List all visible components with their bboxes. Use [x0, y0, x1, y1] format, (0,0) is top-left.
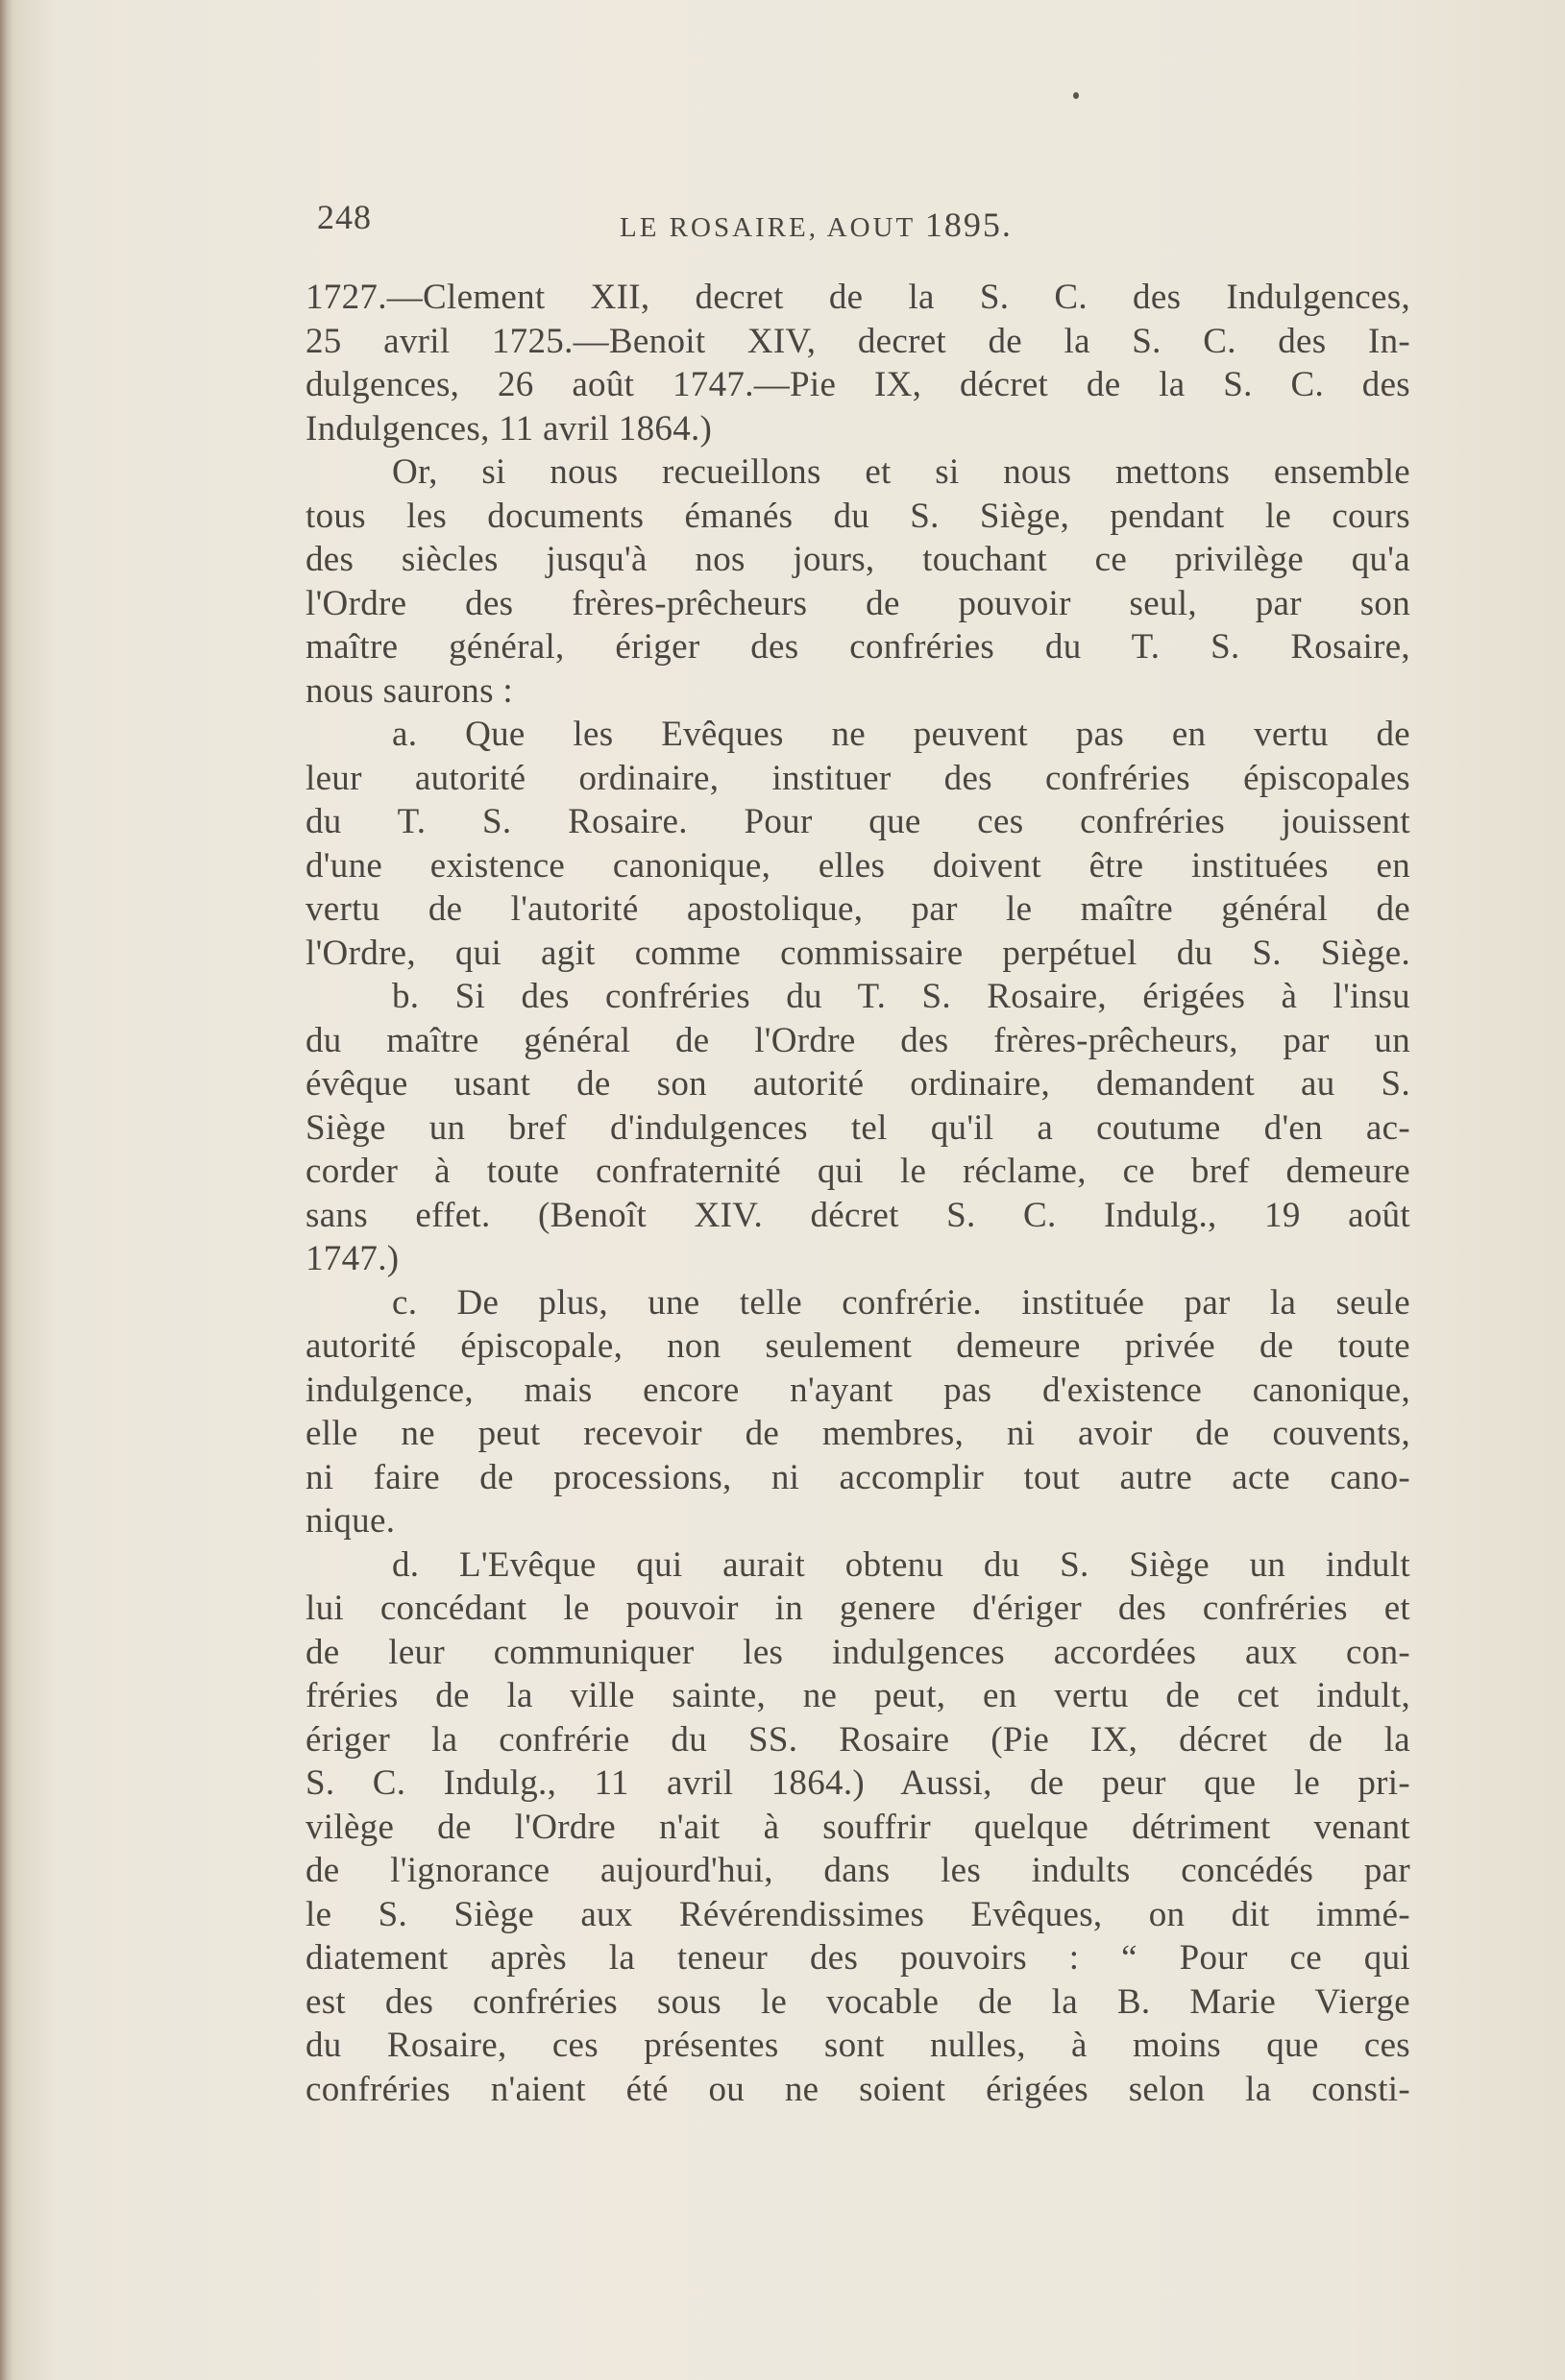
text-line: maître général, ériger des confréries du T. S. Rosaire, — [306, 627, 1410, 667]
text-line: Indulgences, 11 avril 1864.) — [306, 408, 713, 449]
book-spine-edge — [0, 0, 13, 2380]
text-line: évêque usant de son autorité ordinaire, demandent au S. — [306, 1064, 1410, 1104]
text-line: corder à toute confraternité qui le réclame, ce bref demeure — [306, 1152, 1410, 1191]
text-line: de leur communiquer les indulgences accordées aux con- — [306, 1632, 1410, 1672]
text-line: b. Si des confréries du T. S. Rosaire, érigées à l'insu — [392, 977, 1410, 1016]
text-line: autorité épiscopale, non seulement demeure privée de toute — [306, 1326, 1410, 1366]
text-line: vilège de l'Ordre n'ait à souffrir quelque détriment venant — [306, 1807, 1410, 1847]
text-line: confréries n'aient été ou ne soient érigées selon la consti- — [306, 2069, 1410, 2109]
text-line: leur autorité ordinaire, instituer des confréries épiscopales — [306, 758, 1410, 798]
header-title-text: LE ROSAIRE, AOUT — [620, 212, 925, 243]
text-line: indulgence, mais encore n'ayant pas d'existence canonique, — [306, 1370, 1410, 1410]
text-line: 25 avril 1725.—Benoit XIV, decret de la S. C. des In- — [306, 321, 1410, 361]
page-number: 248 — [317, 198, 372, 236]
text-line: l'Ordre des frères-prêcheurs de pouvoir seul, par son — [306, 583, 1410, 623]
text-line: du Rosaire, ces présentes sont nulles, à moins que ces — [306, 2026, 1410, 2065]
header-title — [620, 205, 1013, 245]
text-line: des siècles jusqu'à nos jours, touchant ce privilège qu'a — [306, 540, 1410, 579]
text-line: vertu de l'autorité apostolique, par le maître général de — [306, 889, 1410, 929]
text-line: ériger la confrérie du SS. Rosaire (Pie IX, décret de la — [306, 1719, 1410, 1760]
text-line: est des confréries sous le vocable de la B. Marie Vierge — [306, 1981, 1410, 2022]
text-line: c. De plus, une telle confrérie. instituée par la seule — [392, 1282, 1410, 1323]
text-line: tous les documents émanés du S. Siège, pendant le cours — [306, 496, 1410, 536]
header-year: 1895. — [924, 206, 1013, 244]
text-line: l'Ordre, qui agit comme commissaire perpétuel du S. Siège. — [306, 933, 1410, 973]
text-line: 1747.) — [306, 1239, 400, 1278]
text-line: dulgences, 26 août 1747.—Pie IX, décret de la S. C. des — [306, 365, 1410, 404]
text-line: de l'ignorance aujourd'hui, dans les indults concédés par — [306, 1851, 1410, 1890]
text-line: fréries de la ville sainte, ne peut, en vertu de cet indult, — [306, 1676, 1410, 1715]
text-line: le S. Siège aux Révérendissimes Evêques, on dit immé- — [306, 1894, 1410, 1934]
body-text — [306, 276, 1410, 2111]
text-line: elle ne peut recevoir de membres, ni avoir de couvents, — [306, 1414, 1410, 1453]
text-line: sans effet. (Benoît XIV. décret S. C. Indulg., 19 août — [306, 1195, 1410, 1235]
text-line: d. L'Evêque qui aurait obtenu du S. Siège un indult — [392, 1544, 1410, 1585]
text-line: du T. S. Rosaire. Pour que ces confréries jouissent — [306, 802, 1410, 841]
text-line: nous saurons : — [306, 670, 513, 711]
text-line: nique. — [306, 1501, 396, 1541]
text-line: d'une existence canonique, elles doivent être instituées en — [306, 845, 1410, 886]
text-line: lui concédant le pouvoir in genere d'ériger des confréries et — [306, 1589, 1410, 1628]
text-line: 1727.—Clement XII, decret de la S. C. des Indulgences, — [306, 278, 1410, 317]
text-line: Siège un bref d'indulgences tel qu'il a coutume d'en ac- — [306, 1107, 1410, 1148]
text-line: ni faire de processions, ni accomplir tout autre acte cano- — [306, 1457, 1410, 1497]
text-line: a. Que les Evêques ne peuvent pas en vertu de — [392, 715, 1410, 754]
text-line: diatement après la teneur des pouvoirs : “ Pour ce qui — [306, 1938, 1410, 1978]
text-line: S. C. Indulg., 11 avril 1864.) Aussi, de peur que le pri- — [306, 1763, 1410, 1803]
text-line: Or, si nous recueillons et si nous mettons ensemble — [392, 452, 1410, 492]
running-head — [317, 197, 1124, 255]
text-line: du maître général de l'Ordre des frères-prêcheurs, par un — [306, 1020, 1410, 1060]
ink-speck — [1073, 92, 1079, 99]
